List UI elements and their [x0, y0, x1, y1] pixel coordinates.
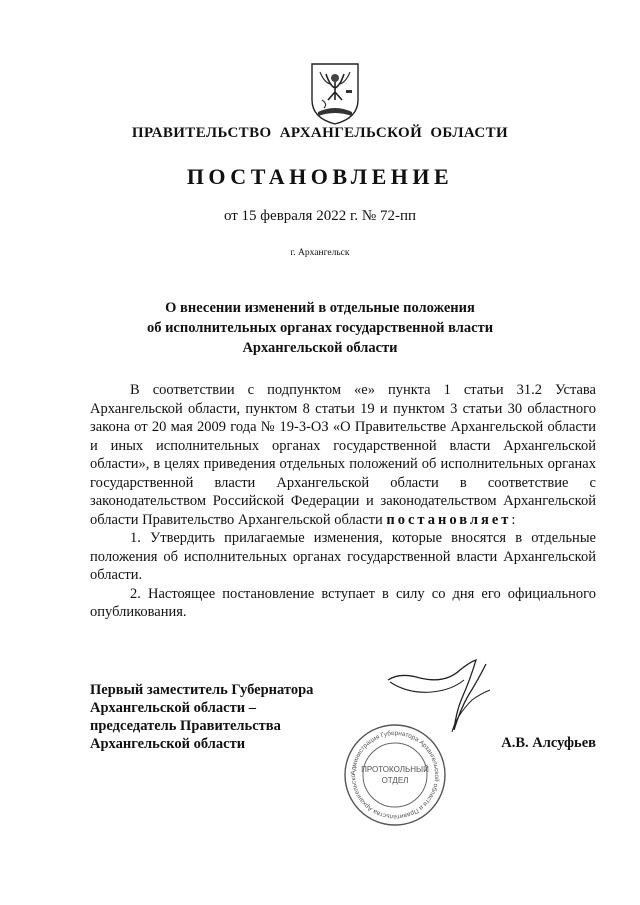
signatory-title-line: Архангельской области – — [90, 700, 256, 716]
item-2-paragraph: 2. Настоящее постановление вступает в силу со дня его официального опубликования. — [90, 585, 596, 620]
signatory-title-line: Первый заместитель Губернатора — [90, 682, 314, 698]
stamp-center-line-2: ОТДЕЛ — [381, 776, 409, 785]
document-type-title: ПОСТАНОВЛЕНИЕ — [186, 164, 454, 189]
coat-of-arms-emblem — [308, 60, 362, 126]
signatory-title-line: Архангельской области — [90, 736, 246, 752]
resolves-colon: : — [511, 511, 516, 528]
document-date-number: от 15 февраля 2022 г. № 72-пп — [223, 208, 417, 224]
document-subject — [100, 298, 540, 358]
official-stamp — [340, 720, 450, 830]
stamp-ring-text: Администрация Губернатора Архангельской области и Правительства Архангельско — [349, 729, 441, 821]
signatory-title-line: председатель Правительства — [90, 718, 281, 734]
document-body — [90, 381, 596, 622]
item-1-paragraph: 1. Утвердить прилагаемые изменения, которые вносятся в отдельные положения об исполнительных органах государственной власти Архангельской области. — [90, 530, 596, 583]
resolves-word: постановляет — [386, 511, 512, 528]
stamp-center-line-1: ПРОТОКОЛЬНЫЙ — [361, 765, 429, 774]
subject-line: об исполнительных органах государственной власти — [146, 320, 494, 336]
subject-line: Архангельской области — [242, 340, 398, 356]
government-name: ПРАВИТЕЛЬСТВО АРХАНГЕЛЬСКОЙ ОБЛАСТИ — [131, 125, 509, 141]
preamble-text: В соответствии с подпунктом «е» пункта 1 статьи 31.2 Устава Архангельской области, пунктом 8 статьи 19 и пунктом 3 статьи 30 областного закона от 20 мая 2009 года № 19-3-ОЗ «О Правительстве Архангельской области и иных исполнительных органах государственной власти Архангельской области», в целях приведения отдельных положений об исполнительных органах государственной власти Архангельской области в соответствие с законодательством Российской Федерации и законодательством Архангельской области Правительство Архангельской области — [90, 382, 596, 528]
preamble-paragraph — [90, 381, 596, 529]
document-city: г. Архангельск — [290, 248, 350, 258]
signatory-name: А.В. Алсуфьев — [501, 735, 596, 751]
subject-line: О внесении изменений в отдельные положения — [165, 300, 475, 316]
